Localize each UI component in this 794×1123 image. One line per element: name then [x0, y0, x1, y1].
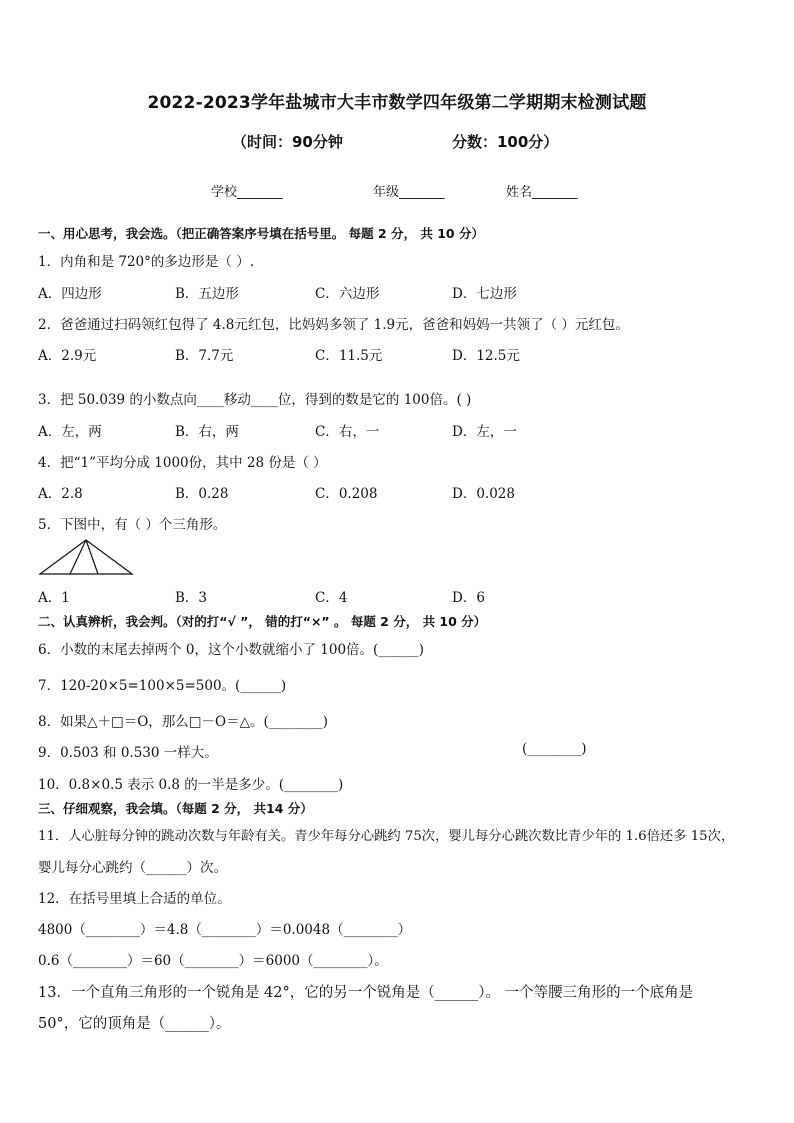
question-9-answer-blank: (________)	[522, 741, 587, 757]
grade-field: 年级_______	[373, 185, 445, 200]
question-6: 6．小数的末尾去掉两个 0，这个小数就缩小了 100倍。(______)	[38, 642, 425, 658]
question-1: 1．内角和是 720°的多边形是（ ）.	[38, 254, 254, 270]
q2-option-b: B．7.7元	[175, 348, 234, 364]
section-1-heading: 一、用心思考，我会选。（把正确答案序号填在括号里。 每题 2 分， 共 10 分）	[38, 226, 484, 241]
q2-option-d: D．12.5元	[452, 348, 520, 364]
q1-option-b: B．五边形	[175, 286, 239, 302]
question-13-line-1: 13．一个直角三角形的一个锐角是 42°，它的另一个锐角是（______）。 一个等腰三角形的一个底角是	[38, 985, 694, 1001]
section-3-heading: 三、仔细观察，我会填。（每题 2 分， 共14 分）	[38, 801, 313, 816]
q4-option-c: C．0.208	[315, 486, 378, 502]
q4-option-b: B．0.28	[175, 486, 229, 502]
q5-option-a: A．1	[38, 590, 70, 606]
question-11-line-1: 11．人心脏每分钟的跳动次数与年龄有关。青少年每分心跳约 75次，婴儿每分心跳次数比青少年的 1.6倍还多 15次，	[38, 829, 735, 844]
question-7: 7．120-20×5=100×5=500。(______)	[38, 678, 287, 694]
school-field: 学校_______	[211, 185, 283, 200]
q3-option-b: B．右，两	[175, 424, 239, 440]
q5-option-d: D．6	[452, 590, 485, 606]
question-11-line-2: 婴儿每分心跳约（______）次。	[38, 860, 227, 876]
question-3: 3．把 50.039 的小数点向____移动____位，得到的数是它的 100倍。( )	[38, 392, 472, 408]
question-12-row-2: 0.6（________）＝60（________）＝6000（________）。	[38, 953, 388, 969]
triangle-figure	[38, 538, 134, 578]
q5-option-c: C．4	[315, 590, 348, 606]
q3-option-d: D．左，一	[452, 424, 517, 440]
page-title: 2022-2023学年盐城市大丰市数学四年级第二学期期末检测试题	[147, 93, 647, 113]
name-field: 姓名_______	[506, 185, 578, 200]
q5-option-b: B．3	[175, 590, 208, 606]
exam-time: （时间：90分钟	[232, 133, 343, 151]
q1-option-c: C．六边形	[315, 286, 380, 302]
q2-option-a: A．2.9元	[38, 348, 97, 364]
section-2-heading: 二、认真辨析，我会判。（对的打“√ ”， 错的打“×” 。 每题 2 分， 共 10 分）	[38, 614, 487, 629]
question-4: 4．把“1”平均分成 1000份，其中 28 份是（ ）	[38, 455, 327, 471]
question-10: 10．0.8×0.5 表示 0.8 的一半是多少。(________)	[38, 777, 344, 793]
question-5: 5．下图中，有（ ）个三角形。	[38, 517, 227, 533]
question-8: 8．如果△＋□＝O，那么□－O＝△。(________)	[38, 714, 329, 730]
q4-option-a: A．2.8	[38, 486, 83, 502]
question-13-line-2: 50°，它的顶角是（______）。	[38, 1016, 231, 1032]
exam-score: 分数：100分）	[452, 133, 559, 151]
q3-option-a: A．左，两	[38, 424, 102, 440]
question-9: 9．0.503 和 0.530 一样大。	[38, 745, 218, 761]
q1-option-a: A．四边形	[38, 286, 102, 302]
q3-option-c: C．右，一	[315, 424, 380, 440]
q4-option-d: D．0.028	[452, 486, 515, 502]
question-12: 12．在括号里填上合适的单位。	[38, 891, 231, 907]
q2-option-c: C．11.5元	[315, 348, 383, 364]
question-12-row-1: 4800（________）＝4.8（________）＝0.0048（________）	[38, 922, 412, 938]
question-2: 2．爸爸通过扫码领红包得了 4.8元红包，比妈妈多领了 1.9元，爸爸和妈妈一共领了（ ）元红包。	[38, 317, 629, 333]
q1-option-d: D．七边形	[452, 286, 517, 302]
